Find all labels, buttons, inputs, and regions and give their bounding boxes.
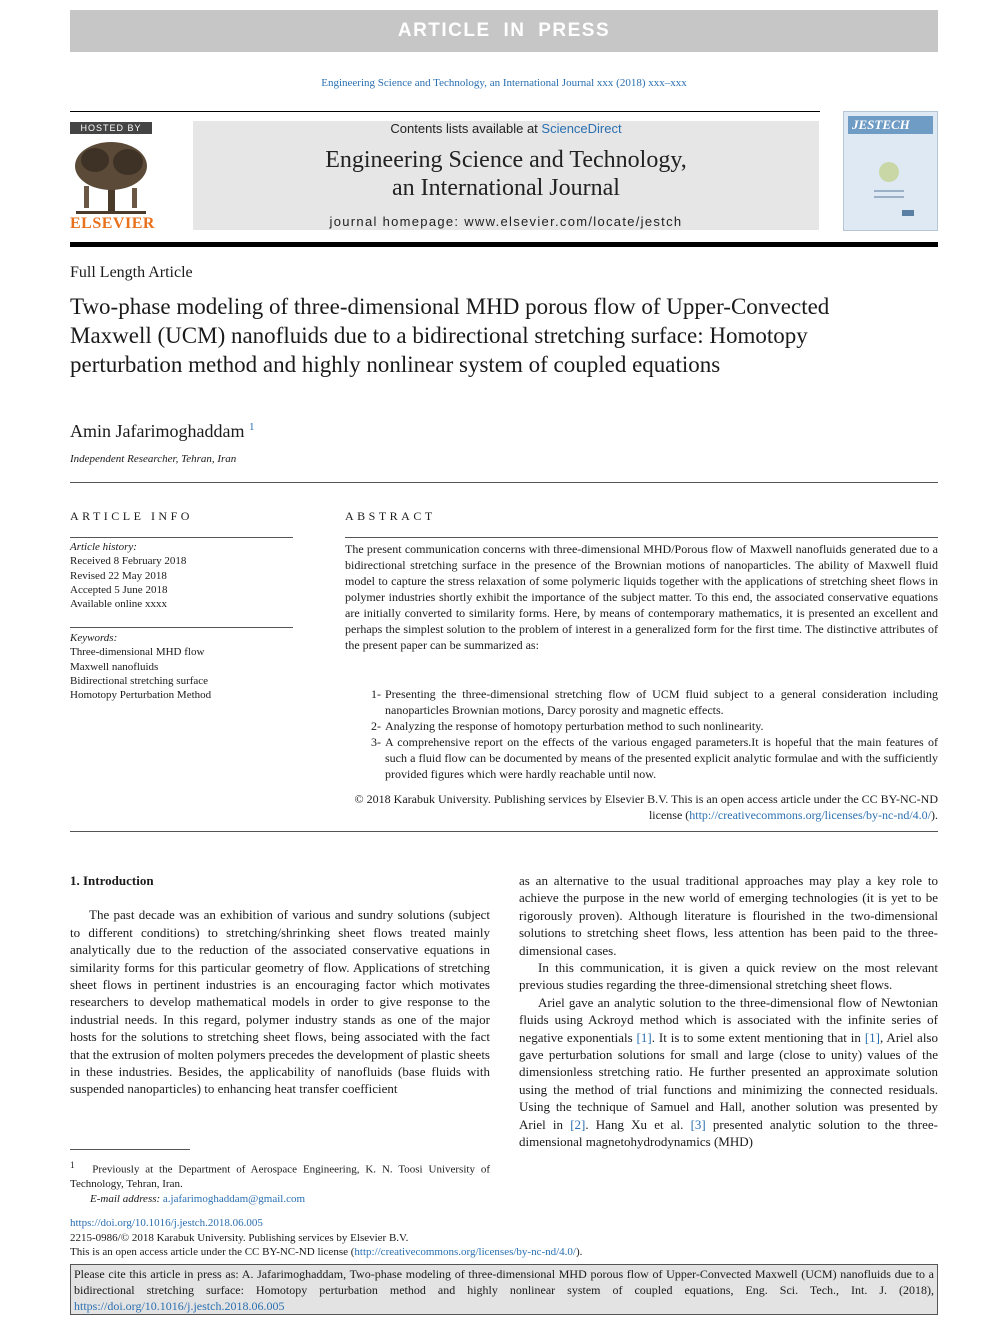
cover-title: JESTECH: [848, 116, 933, 134]
reference-link-2[interactable]: [2]: [570, 1116, 586, 1132]
list-item: 2- Analyzing the response of homotopy perturbation method to such nonlinearity.: [371, 719, 764, 733]
journal-citation-link[interactable]: Engineering Science and Technology, an International Journal xxx (2018) xxx–xxx: [321, 77, 687, 89]
keywords-rule: [70, 627, 293, 628]
history-item: Received 8 February 2018: [70, 555, 187, 568]
contents-line: Contents lists available at ScienceDirect: [390, 121, 622, 136]
paragraph: Ariel gave an analytic solution to the three-dimensional flow of Newtonian fluids using Ackroyd method which is associated with the infinite series of negative exponentials [1]. It is to some extent mentioning that in [1], Ariel also gave perturbation solutions for small and large (close to unity) values of the dimensionless stretching ratio. He further presented an approximate solution using the method of trial functions and minimizing the connected residuals. Using the technique of Samuel and Hall, another solution was presented by Ariel in [2]. Hang Xu et al. [3] presented analytic solution to the three-dimensional magnetohydrodynamics (MHD): [519, 994, 938, 1150]
body-column-left: [70, 872, 490, 1098]
section-heading: 1. Introduction: [70, 873, 154, 888]
journal-homepage-link[interactable]: journal homepage: www.elsevier.com/locate/jestch: [329, 214, 683, 229]
body-column-right: [519, 872, 938, 1151]
reference-link-3[interactable]: [3]: [690, 1116, 706, 1132]
keyword: Three-dimensional MHD flow: [70, 646, 205, 659]
cover-emblem-icon: [862, 150, 917, 220]
history-item: Accepted 5 June 2018: [70, 583, 168, 596]
article-type: Full Length Article: [70, 264, 193, 281]
list-item: 3- A comprehensive report on the effects of the various engaged parameters.It is hopeful that the main features of such a fluid flow can be documented by means of the presented explicit analytic formulae and with the sufficiently provided figures which were hardly reachable until now.: [371, 735, 938, 781]
keywords: Keywords: Three-dimensional MHD flow Maxwell nanofluids Bidirectional stretching surface Homotopy Perturbation Method: [70, 631, 293, 702]
keyword: Homotopy Perturbation Method: [70, 689, 212, 702]
journal-title: Engineering Science and Technology, an International Journal: [325, 147, 687, 201]
elsevier-wordmark: ELSEVIER: [70, 215, 155, 232]
author-affiliation: Independent Researcher, Tehran, Iran: [70, 453, 237, 465]
doi-block: https://doi.org/10.1016/j.jestch.2018.06.005 2215-0986/© 2018 Karabuk University. Publishing services by Elsevier B.V. This is an open access article under the CC BY-NC-ND license (http://creativecommons.org/licenses/by-nc-nd/4.0/).: [70, 1216, 938, 1260]
license-link[interactable]: http://creativecommons.org/licenses/by-nc-nd/4.0/: [354, 1246, 576, 1258]
list-item: 1- Presenting the three-dimensional stretching flow of UCM fluid subject to a general consideration including nanoparticles Brownian motions, Darcy porosity and magnetic effects.: [371, 687, 938, 717]
article-title: Two-phase modeling of three-dimensional MHD porous flow of Upper-Convected Maxwell (UCM) nanofluids due to a bidirectional stretching surface: Homotopy perturbation method and highly nonlinear system of coupled equations: [70, 294, 830, 377]
elsevier-tree-logo-icon: [70, 138, 152, 216]
header-divider: [70, 111, 820, 112]
title-divider: [70, 482, 938, 483]
keyword: Maxwell nanofluids: [70, 660, 159, 673]
footnote: $^1$ Previously at the Department of Aerospace Engineering, K. N. Toosi University of Technology, Tehran, Iran. E-mail address: a.jafarimoghaddam@gmail.com: [70, 1160, 491, 1205]
reference-link-1[interactable]: [1]: [864, 1029, 880, 1045]
reference-link-1[interactable]: [1]: [636, 1029, 652, 1045]
cite-doi-link[interactable]: https://doi.org/10.1016/j.jestch.2018.06.005: [74, 1299, 285, 1313]
copyright-notice: © 2018 Karabuk University. Publishing services by Elsevier B.V. This is an open access article under the CC BY-NC-ND license (http://creativecommons.org/licenses/by-nc-nd/4.0/).: [354, 792, 938, 822]
abstract-heading: ABSTRACT: [345, 509, 436, 523]
paragraph: In this communication, it is given a quick review on the most relevant previous studies regarding the three-dimensional stretching sheet flows.: [519, 960, 938, 993]
paragraph: The past decade was an exhibition of various and sundry solutions (subject to different conditions) to stretching/shrinking sheet flows treated mainly analytically due to the reduction of the associated conservative equations in similarity forms for this particular geometry of flow. Applications of stretching sheet flows in pertinent industries is an encouraging factor which motivates researchers to develop mathematical models in order to give response to the industrial needs. In this regard, polymer industry stands as one of the major hosts for the solutions to stretching sheet flows, being associated with the fact that the extrusion of molten polymers precedes the development of plastic sheets in these industries. Besides, the applicability of nanofluids (base fluids with suspended nanoparticles) to enhancing heat transfer coefficient: [70, 907, 490, 1097]
abstract-divider: [70, 831, 938, 832]
history-item: Available online xxxx: [70, 598, 167, 611]
cite-this-article-box: Please cite this article in press as: A. Jafarimoghaddam, Two-phase modeling of three-dimensional MHD porous flow of Upper-Convected Maxwell (UCM) nanofluids due to a bidirectional stretching surface: Homotopy perturbation method and highly nonlinear system of coupled equations, Eng. Sci. Tech., Int. J. (2018), https://doi.org/10.1016/j.jestch.2018.06.005: [70, 1264, 938, 1315]
article-in-press-banner: ARTICLE IN PRESS: [70, 10, 938, 52]
sciencedirect-link[interactable]: ScienceDirect: [541, 121, 622, 136]
author-name: Amin Jafarimoghaddam $^1$: [70, 421, 255, 441]
abstract-text: The present communication concerns with three-dimensional MHD/Porous flow of Maxwell nanofluids generated due to a bidirectional stretching surface in the presence of the Brownian motions of nanoparticles. The ability of Maxwell fluid model to capture the stress relaxation of some polymeric liquids together with the applications of stretching sheet flows in polymer industries shortly exhibit the importance of the subject matter. To this end, the associated conservative equations are initially converted to similarity forms. Here, by means of contemporary mathematics, it is presented an excellent and perhaps the simplest solution to the problem of interest in a generalized form for the first time. The distinctive attributes of the present paper can be summarized as:: [345, 542, 938, 652]
author-footnote-link[interactable]: 1: [248, 421, 255, 433]
license-link[interactable]: http://creativecommons.org/licenses/by-nc-nd/4.0/: [689, 808, 931, 822]
paragraph: as an alternative to the usual traditional approaches may play a key role to achieve the purpose in the new world of emerging technologies (it is yet to be rigorously proven). Although literature is flourished in the two-dimensional solutions to stretching sheet flows, less attention has been paid to the three-dimensional cases.: [519, 873, 938, 958]
keyword: Bidirectional stretching surface: [70, 674, 209, 687]
article-history: Article history: Received 8 February 2018 Revised 22 May 2018 Accepted 5 June 2018 Available online xxxx: [70, 540, 293, 611]
email-link[interactable]: a.jafarimoghaddam@gmail.com: [162, 1192, 306, 1205]
hosted-by-label: HOSTED BY: [70, 122, 152, 134]
abstract-rule: [345, 537, 938, 538]
article-info-heading: ARTICLE INFO: [70, 509, 193, 523]
header-thick-rule: [70, 242, 938, 247]
doi-link[interactable]: https://doi.org/10.1016/j.jestch.2018.06.005: [70, 1217, 263, 1229]
footnote-rule: [70, 1149, 190, 1150]
article-info-rule: [70, 537, 293, 538]
history-item: Revised 22 May 2018: [70, 569, 167, 582]
abstract-list: [345, 686, 938, 782]
